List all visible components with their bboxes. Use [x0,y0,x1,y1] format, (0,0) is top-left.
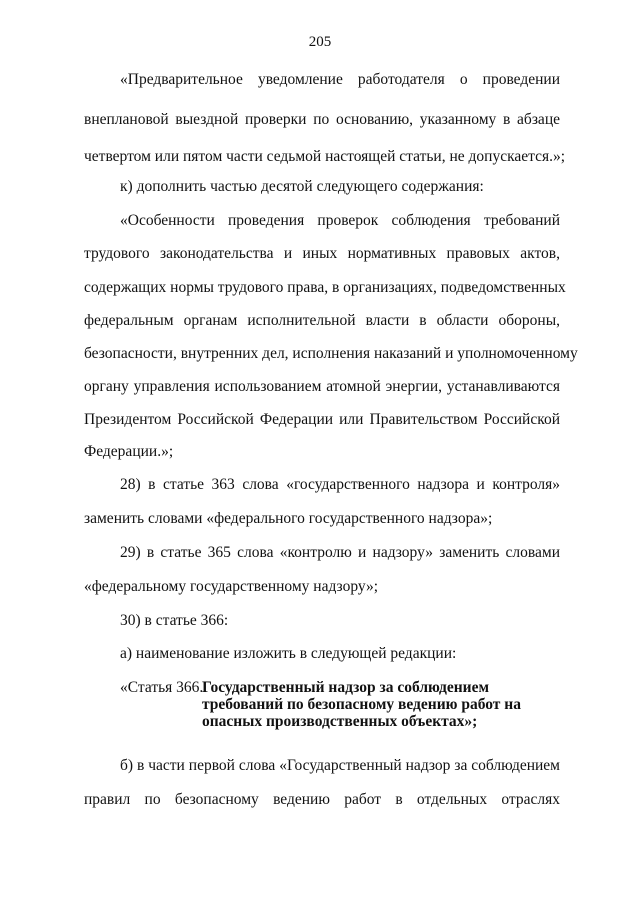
text-line: б) в части первой слова «Государственный надзор за соблюдением [120,757,560,774]
text-line: «Особенности проведения проверок соблюдения требований [120,212,560,229]
text-line: содержащих нормы трудового права, в организациях, подведомственных [84,279,566,296]
text-line: органу управления использованием атомной энергии, устанавливаются [84,378,560,395]
text-line: безопасности, внутренних дел, исполнения наказаний и уполномоченному [84,345,578,362]
text-line: четвертом или пятом части седьмой настоящей статьи, не допускается.»; [84,148,566,165]
text-line: трудового законодательства и иных нормативных правовых актов, [84,245,560,262]
text-line: Президентом Российской Федерации или Правительством Российской [84,411,560,428]
text-line: «Предварительное уведомление работодателя о проведении [120,71,560,88]
text-line: Федерации.»; [84,443,174,460]
text-line: 30) в статье 366: [120,612,229,629]
text-line: 29) в статье 365 слова «контролю и надзору» заменить словами [120,544,560,561]
text-line: федеральным органам исполнительной власти в области обороны, [84,312,560,329]
text-line: к) дополнить частью десятой следующего содержания: [120,178,484,195]
text-line: 28) в статье 363 слова «государственного надзора и контроля» [120,476,560,493]
text-line: правил по безопасному ведению работ в отдельных отраслях [84,791,560,808]
text-line: заменить словами «федерального государственного надзора»; [84,510,493,527]
text-line: а) наименование изложить в следующей редакции: [120,645,457,662]
article-heading-title-line: требований по безопасному ведению работ на [202,696,521,713]
article-heading-title [202,679,521,730]
text-line: «федеральному государственному надзору»; [84,578,379,595]
article-heading-prefix: «Статья 366. [120,679,204,696]
article-heading-title-line: опасных производственных объектах»; [202,713,478,730]
text-line: внеплановой выездной проверки по основанию, указанному в абзаце [84,111,560,128]
article-heading-title-line: Государственный надзор за соблюдением [202,679,490,696]
page-number: 205 [308,34,332,50]
